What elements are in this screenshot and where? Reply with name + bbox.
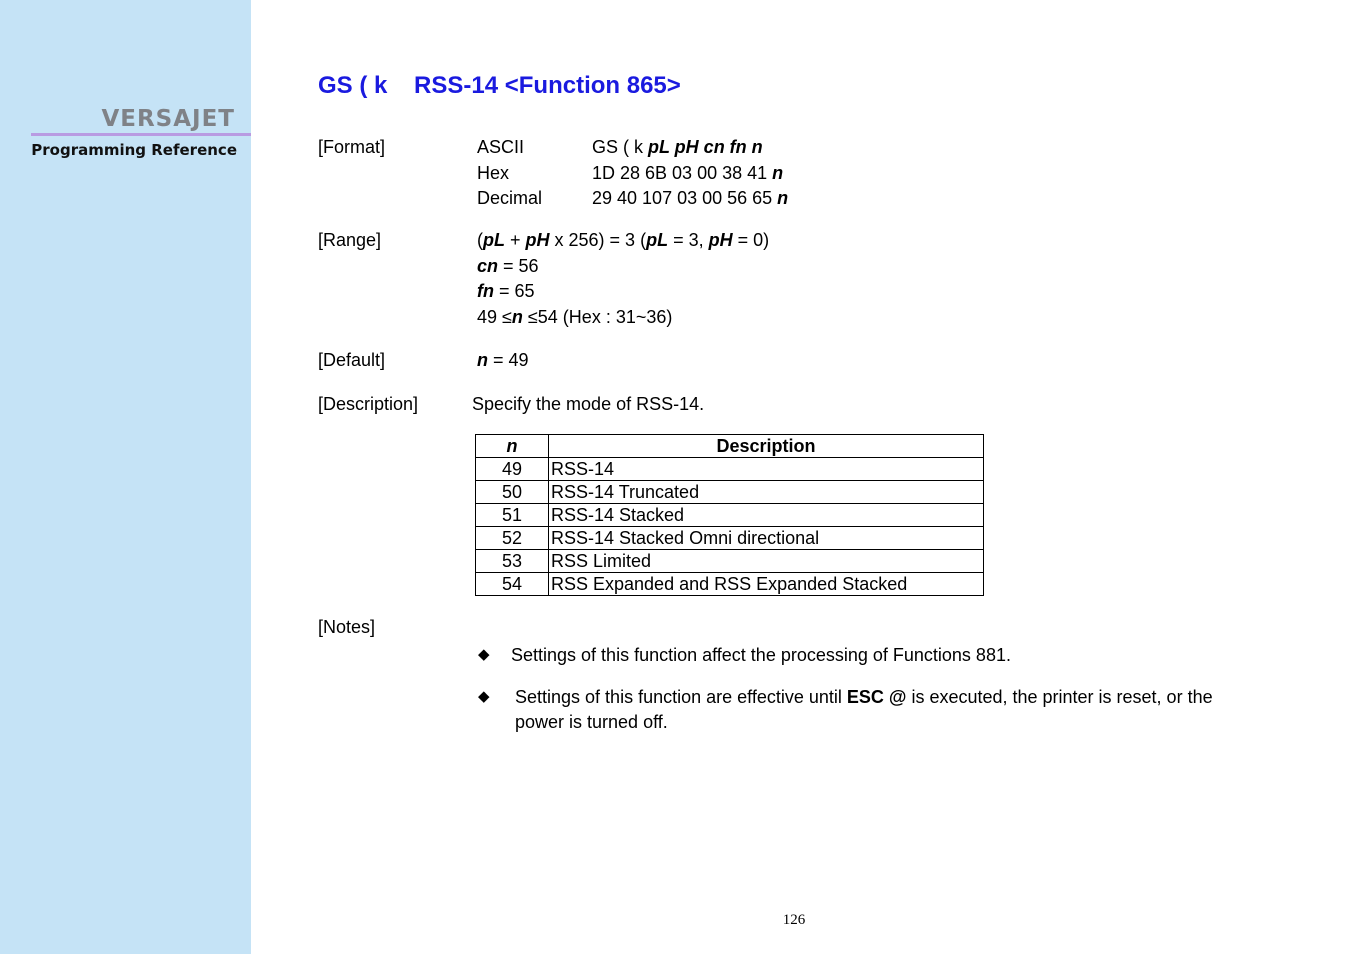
diamond-bullet-icon: ◆ [478,688,490,705]
table-row [476,573,984,596]
diamond-bullet-icon: ◆ [478,646,490,663]
table-row [476,550,984,573]
table-cell-description: RSS Expanded and RSS Expanded Stacked [549,573,984,596]
brand-divider [31,133,251,136]
description-text: Specify the mode of RSS-14. [472,394,705,414]
brand-logo: VERSAJET [101,106,235,132]
sidebar [0,0,251,954]
table-cell-n: 50 [476,481,549,504]
default-value: n = 49 [477,350,529,370]
range-line-cn: cn = 56 [477,256,539,276]
format-kind-decimal: Decimal [477,188,543,208]
table-cell-n: 49 [476,458,549,481]
table-header-row [476,435,984,458]
table-cell-description: RSS-14 Truncated [549,481,984,504]
note-1: Settings of this function affect the processing of Functions 881. [511,645,1011,665]
mode-table [475,434,984,596]
note-2-line-1: Settings of this function are effective until ESC @ is executed, the printer is reset, or the [515,687,1213,707]
format-label: [Format] [318,137,386,157]
format-value-ascii: GS ( k pL pH cn fn n [592,137,763,157]
table-row [476,481,984,504]
table-cell-description: RSS-14 Stacked Omni directional [549,527,984,550]
range-label: [Range] [318,230,382,250]
notes-label: [Notes] [318,617,376,637]
table-cell-description: RSS-14 Stacked [549,504,984,527]
table-cell-n: 54 [476,573,549,596]
table-cell-n: 52 [476,527,549,550]
table-header-n: n [476,435,549,458]
table-row [476,527,984,550]
note-2-line-2: power is turned off. [515,712,668,732]
range-line-fn: fn = 65 [477,281,535,301]
page-number: 126 [782,912,806,928]
format-kind-ascii: ASCII [477,137,525,157]
range-line-n: 49 ≤n ≤54 (Hex : 31~36) [477,307,673,327]
table-cell-n: 51 [476,504,549,527]
format-kind-hex: Hex [477,163,510,183]
format-value-hex: 1D 28 6B 03 00 38 41 n [592,163,784,183]
table-cell-description: RSS-14 [549,458,984,481]
page-title: GS ( k RSS-14 <Function 865> [318,72,681,99]
brand-subtitle: Programming Reference [31,141,237,159]
range-line-pl-ph: (pL + pH x 256) = 3 (pL = 3, pH = 0) [477,230,770,250]
format-value-decimal: 29 40 107 03 00 56 65 n [592,188,789,208]
table-cell-description: RSS Limited [549,550,984,573]
table-cell-n: 53 [476,550,549,573]
default-label: [Default] [318,350,386,370]
table-header-description: Description [549,435,984,458]
table-row [476,458,984,481]
table-row [476,504,984,527]
description-label: [Description] [318,394,419,414]
